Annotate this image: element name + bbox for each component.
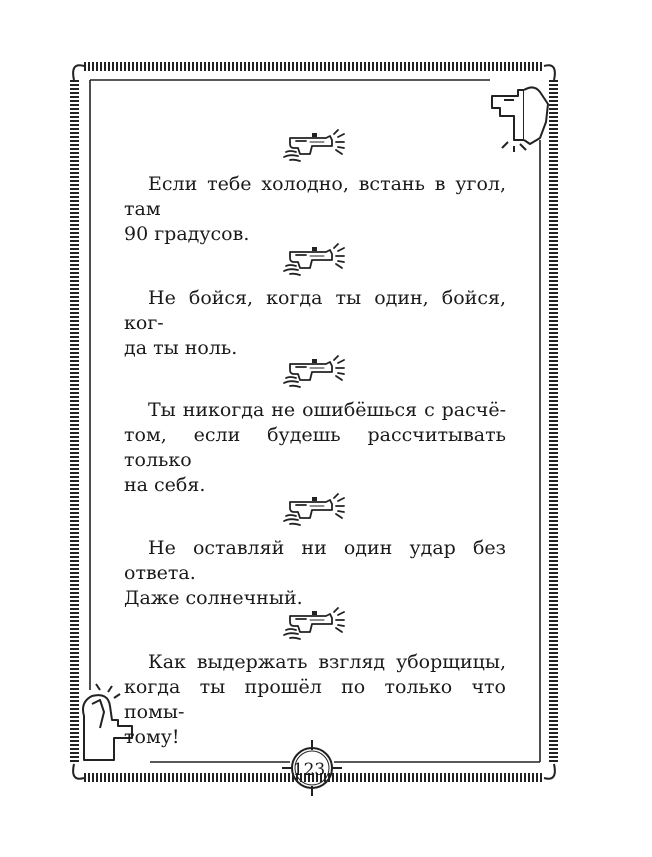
pistol-icon xyxy=(276,490,350,530)
pistol-icon xyxy=(276,240,350,280)
pistol-icon xyxy=(276,126,350,166)
page-number: 123 xyxy=(292,760,326,780)
pistol-icon xyxy=(276,352,350,392)
quote-4: Не оставляй ни один удар без ответа. Даже солнечный. xyxy=(124,537,506,609)
quote-5: Как выдержать взгляд уборщицы, когда ты прошёл по только что помы- тому! xyxy=(124,651,506,748)
quote-3: Ты никогда не ошибёшься с расчё- том, если будешь рассчитывать только на себя. xyxy=(124,399,506,496)
quote-2: Не бойся, когда ты один, бойся, ког- да ты ноль. xyxy=(124,287,506,359)
pistol-icon xyxy=(276,604,350,644)
quote-1: Если тебе холодно, встань в угол, там 90 градусов. xyxy=(124,173,506,245)
